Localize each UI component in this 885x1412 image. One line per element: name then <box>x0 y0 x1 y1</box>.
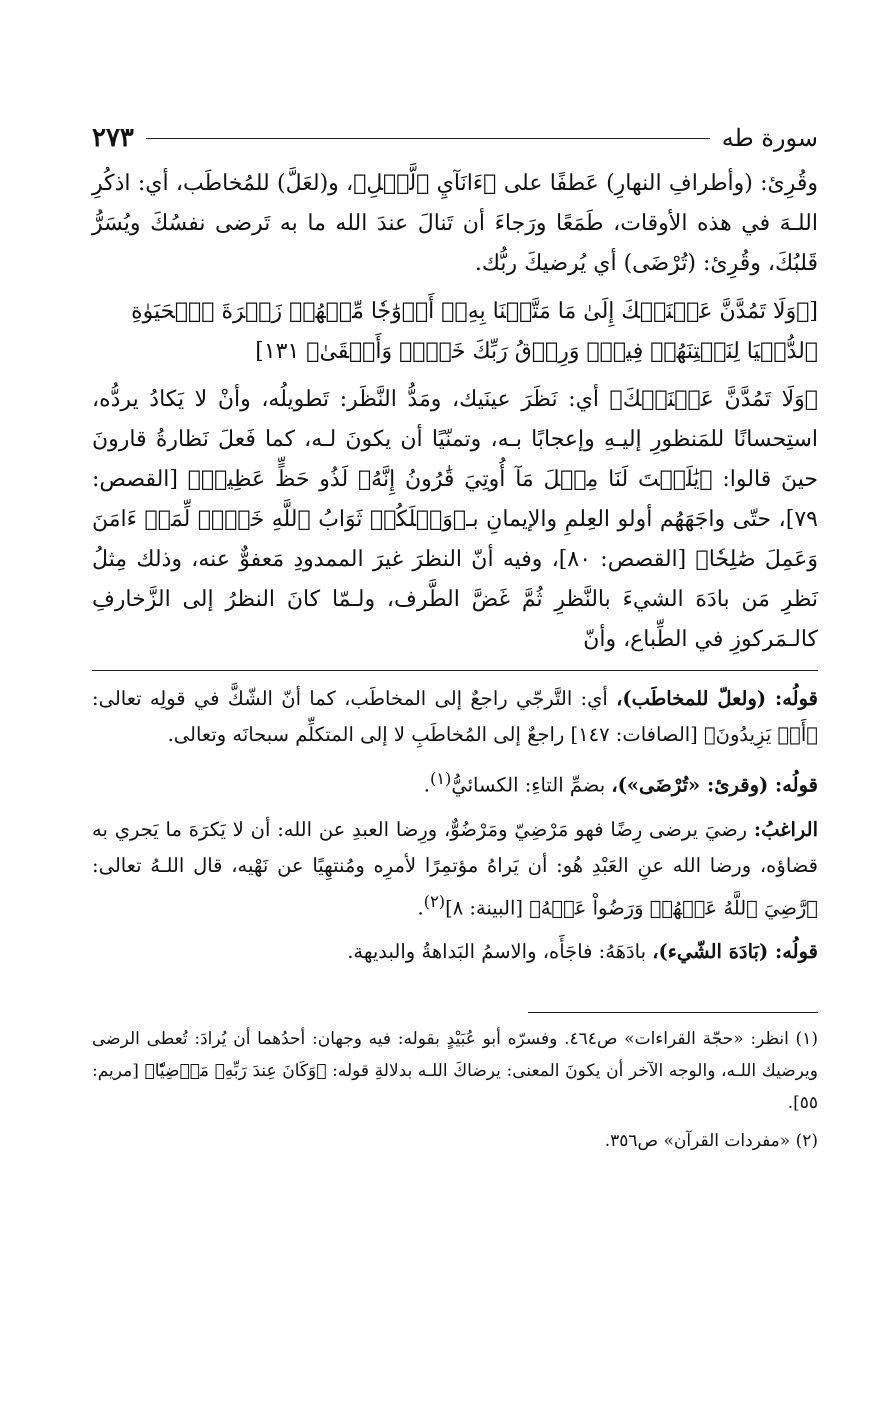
commentary-3-head: الراغبُ: <box>753 817 818 841</box>
footnote-ref-1[interactable]: (١) <box>429 769 452 788</box>
surah-title: سورة طه <box>721 124 818 152</box>
commentary-2-body: بضمِّ التاءِ: الكسائيُّ <box>451 773 612 797</box>
commentary-2-end: . <box>423 773 430 797</box>
footnote-2: (٢) «مفردات القرآن» ص٣٥٦. <box>604 1131 818 1151</box>
commentary-3-end: . <box>417 896 424 919</box>
commentary-4-body: بادَهَهُ: فاجَأَه، والاسمُ البَداهةُ والبديهة. <box>347 940 653 963</box>
page-number: ٢٧٣ <box>92 123 134 153</box>
footnote-ref-2[interactable]: (٢) <box>423 891 446 911</box>
commentary-1-body: أي: التَّرجّي راجعٌ إلى المخاطَب، كما أنّ الشّكَّ في قولِه تعالى: ﴿أَوۡ يَزِيدُونَ﴾ [الصافات: ١٤٧] راجعٌ إلى المُخاطَبِ لا إلى المتكلِّم سبحانَه وتعالى. <box>92 687 818 746</box>
footnote-rule <box>528 1012 818 1013</box>
commentary-3 <box>92 812 818 927</box>
commentary <box>92 681 818 970</box>
footnotes <box>92 1023 818 1157</box>
commentary-divider <box>92 670 818 671</box>
commentary-3-body: رضيَ يرضى رِضًا فهو مَرْضِيّ ومَرْضُوٌّ، ورِضا العبدِ عن الله: أن لا يَكرَهَ ما يَجري به قضاؤه، ورضا الله عنِ العَبْدِ هُو: أن يَراهُ مؤتمِرًا لأمرِه ومُنتهِيًا عن نَهْيه، قال اللـهُ تعالى: ﴿رَّضِيَ ٱللَّهُ عَنۡهُمۡ وَرَضُواْ عَنۡهُ﴾ [البينة: ٨] <box>92 817 818 919</box>
main-text <box>92 164 818 660</box>
header-rule <box>146 138 710 139</box>
main-paragraph-2: ﴿وَلَا تَمُدَّنَّ عَيۡنَيۡكَ﴾ أي: نَظَرَ عينَيك، ومَدُّ النَّظَر: تَطويلُه، وأنْ لا يَكادُ يردُّه، استِحسانًا للمَنظورِ إليـهِ وإعجابًا بـه، وتمنّيًا أن يكونَ لـه، كما فَعلَ نَظارةُ قارونَ حينَ قالوا: ﴿يَٰلَيۡتَ لَنَا مِثۡلَ مَآ أُوتِيَ قَٰرُونُ إِنَّهُۥ لَذُو حَظٍّ عَظِيمٖ﴾ [القصص: ٧٩]، حتّى واجَهَهُم أولو العِلمِ والإيمانِ بـ﴿وَيۡلَكُمۡ ثَوَابُ ٱللَّهِ خَيۡرٞ لِّمَنۡ ءَامَنَ وَعَمِلَ صَٰلِحٗا﴾ [القصص: ٨٠]، وفيه أنّ النظرَ غيرَ الممدودِ مَعفوٌّ عنه، وذلك مِثلُ نَظرِ مَن بادَهَ الشيءَ بالنَّظرِ ثُمَّ غَضَّ الطَّرف، ولـمّا كانَ النظرُ إلى الزَّخارفِ كالـمَركوزِ في الطِّباع، وأنّ <box>92 387 818 652</box>
quran-verse-131: [﴿وَلَا تَمُدَّنَّ عَيۡنَيۡكَ إِلَىٰ مَا مَتَّعۡنَا بِهِۦٓ أَزۡوَٰجٗا مِّنۡهُمۡ زَهۡرَةَ ٱلۡحَيَوٰةِ ٱلدُّنۡيَا لِنَفۡتِنَهُمۡ فِيهِۚ وَرِزۡقُ رَبِّكَ خَيۡرٞ وَأَبۡقَىٰ﴾ ١٣١] <box>131 299 818 364</box>
commentary-1 <box>92 681 818 753</box>
commentary-4 <box>92 934 818 970</box>
page <box>92 118 818 1157</box>
commentary-2 <box>92 761 818 804</box>
page-header <box>92 118 818 158</box>
commentary-4-head: قولُه: (بَادَهَ الشّيء)، <box>652 940 818 963</box>
main-paragraph-1: وقُرِئ: (وأطرافِ النهارِ) عَطفًا على ﴿ءَانَآيِ ٱلَّيۡلِ﴾، و(لعَلَّ) للمُخاطَب، أي: اذكُرِ اللـهَ في هذه الأوقات، طَمَعًا ورَجاءَ أن تَنالَ عندَ الله ما به تَرضى نفسُكَ ويُسَرُّ قَلبُكَ، وقُرِئ: (تُرْضَى) أي يُرضيكَ ربُّك. <box>92 171 818 276</box>
commentary-1-head: قولُه: (ولعلّ للمخاطَب)، <box>616 687 819 710</box>
footnote-1: (١) انظر: «حجّة القراءات» ص٤٦٤. وفسرّه أبو عُبَيْدٍ بقوله: فيه وجهان: أحدُهما أن يُرادَ: تُعطى الرضى ويرضيك اللـه، والوجه الآخر أن يكونَ المعنى: يرضاكَ اللـه بدلالةِ قوله: ﴿وَكَانَ عِندَ رَبِّهِۦ مَرۡضِيّٗا﴾ [مريم: ٥٥]. <box>92 1029 818 1113</box>
commentary-2-head: قولُه: (وقرئ: «تُرْضَى»)، <box>611 773 818 797</box>
